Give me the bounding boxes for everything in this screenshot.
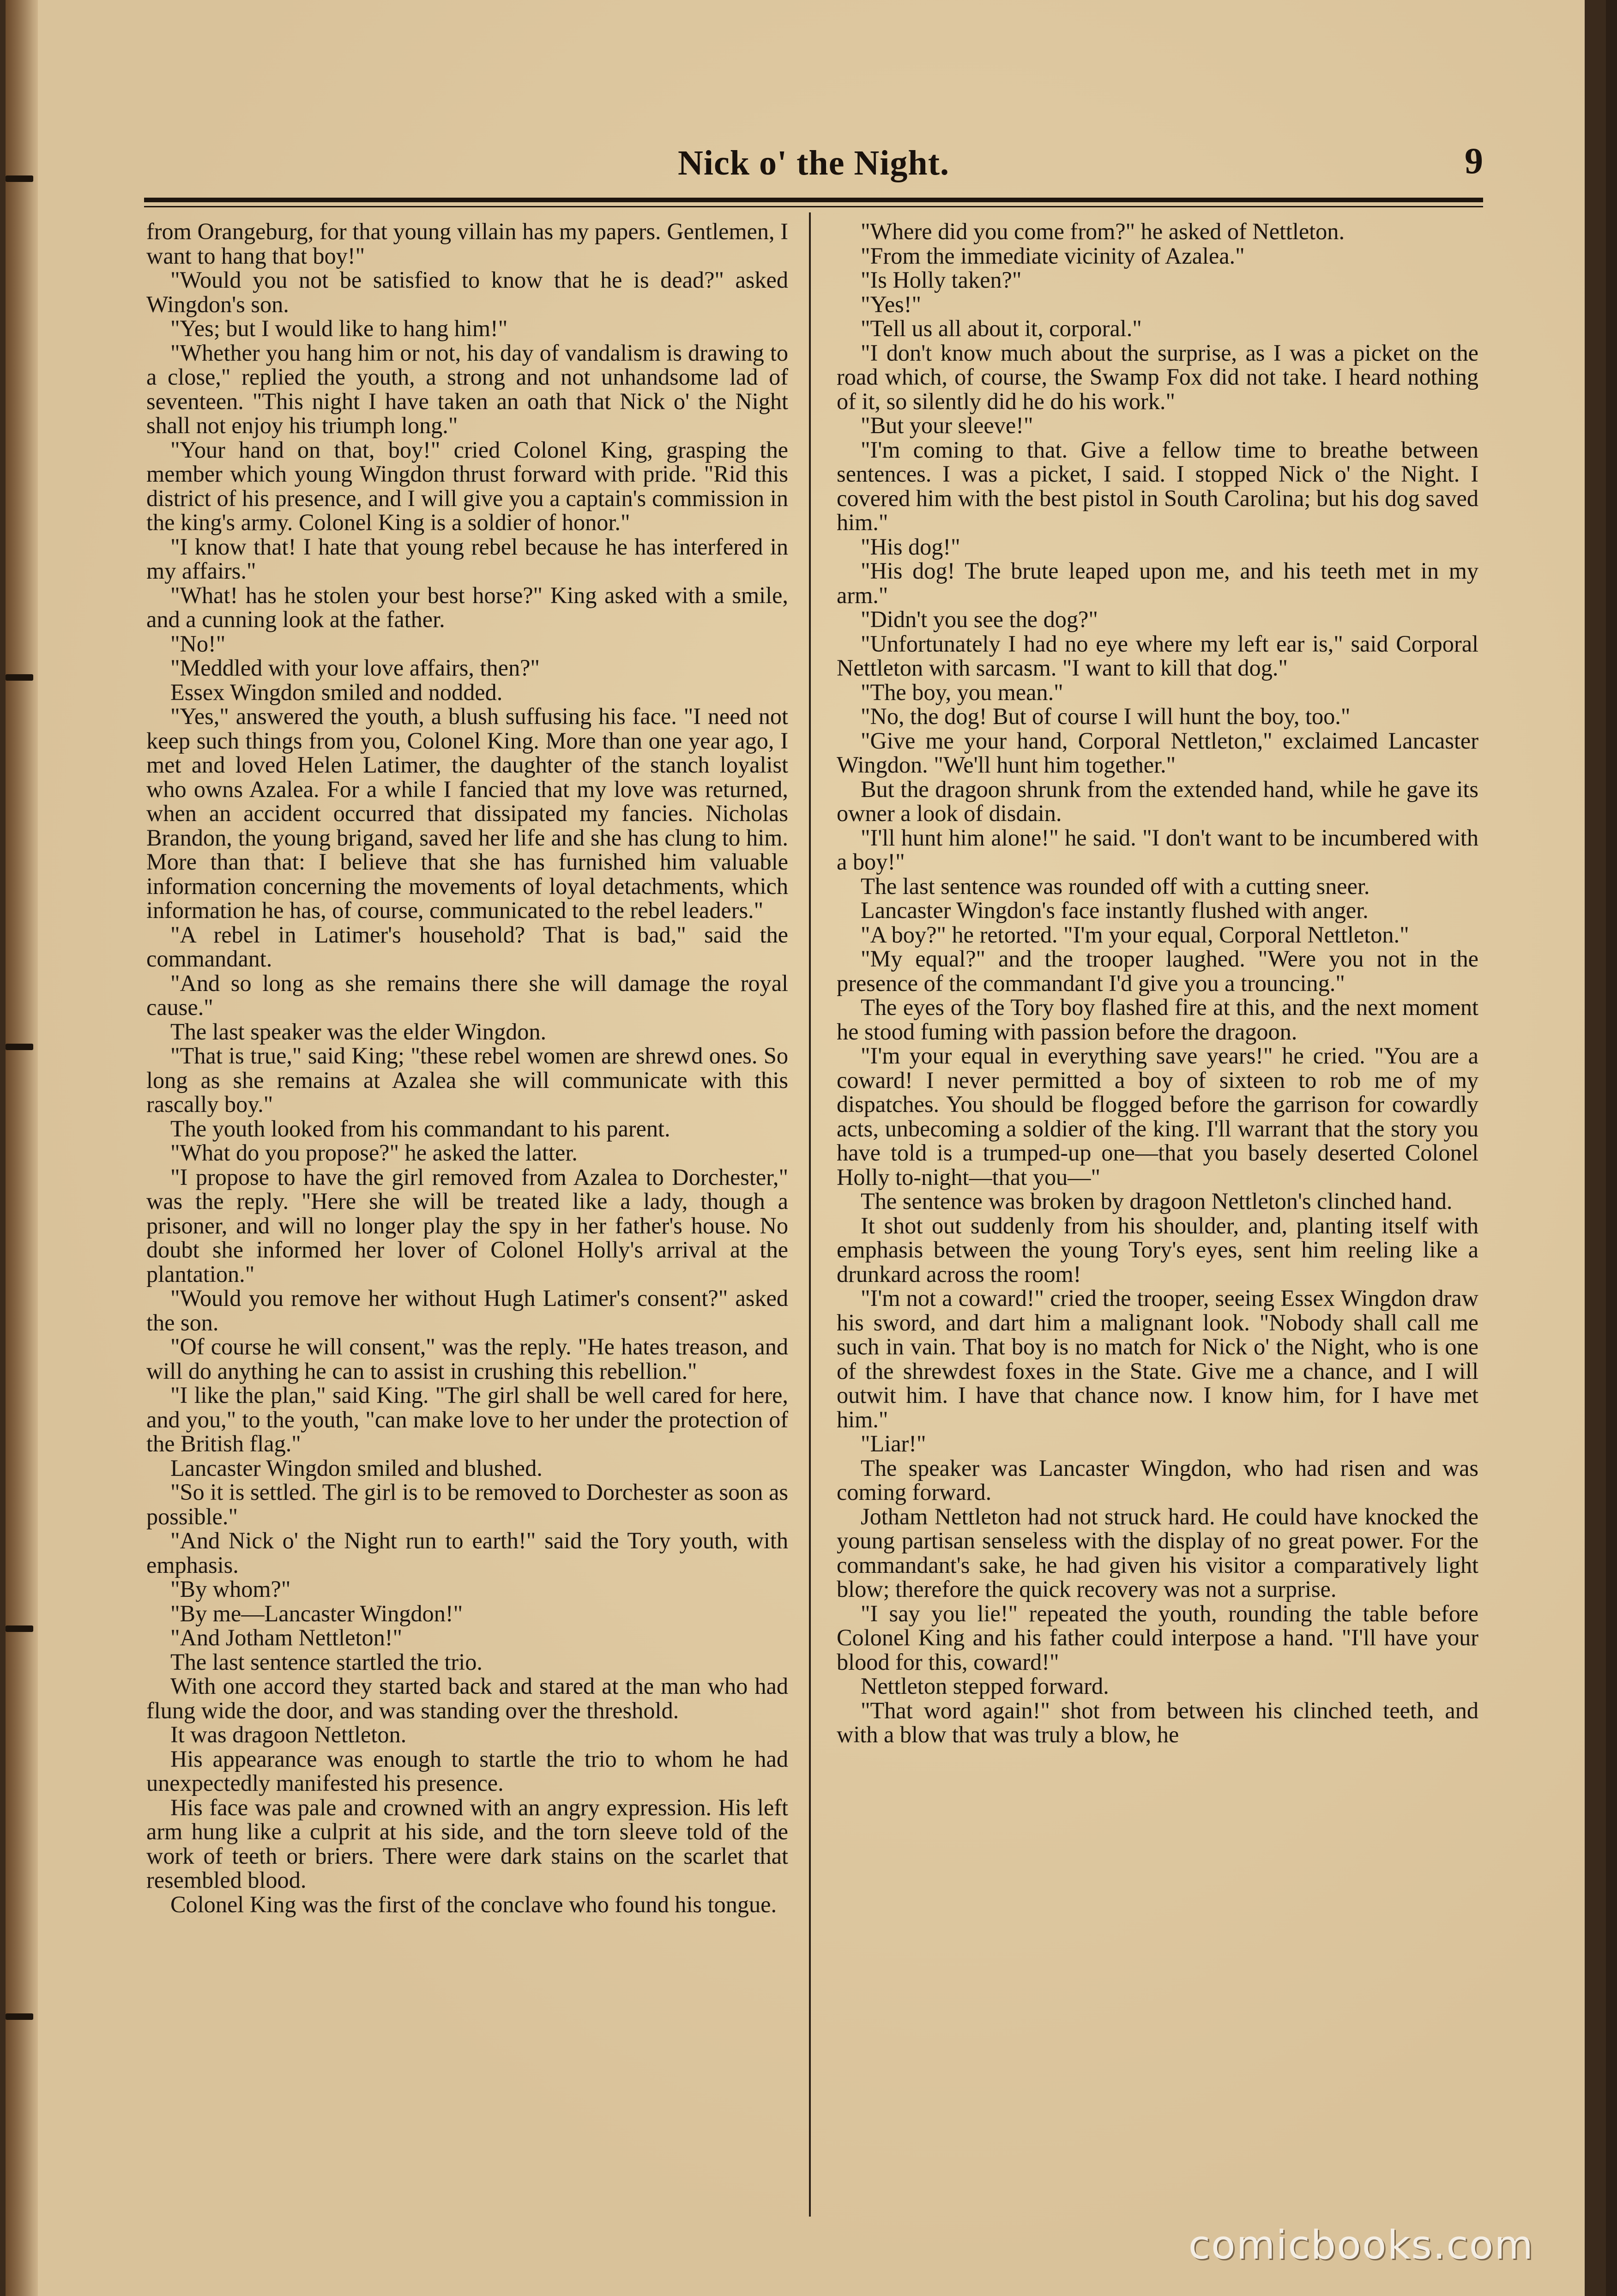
paragraph: The eyes of the Tory boy flashed fire at this, and the next moment he stood fuming with passion before the dragoon. — [837, 994, 1478, 1045]
paragraph: "By me—Lancaster Wingdon!" — [170, 1600, 463, 1626]
paragraph: "Would you remove her without Hugh Latimer's consent?" asked the son. — [146, 1285, 788, 1335]
paragraph: Jotham Nettleton had not struck hard. He could have knocked the young partisan senseless with the display of no great power. For the commandant's sake, he had given his visitor a comparatively light blow; therefore the quick recovery was not a surprise. — [837, 1503, 1478, 1602]
paragraph: The sentence was broken by dragoon Nettleton's clinched hand. — [861, 1188, 1453, 1214]
paragraph: But the dragoon shrunk from the extended hand, while he gave its owner a look of disdain. — [837, 776, 1478, 826]
paragraph: Lancaster Wingdon's face instantly flushed with anger. — [861, 897, 1369, 923]
column-divider — [809, 212, 811, 2217]
paragraph: The youth looked from his commandant to his parent. — [170, 1115, 670, 1142]
paragraph: "Is Holly taken?" — [861, 267, 1022, 293]
paragraph: "Yes!" — [861, 291, 921, 317]
header-rule-thin — [144, 206, 1483, 207]
paragraph: "No!" — [170, 630, 226, 657]
paragraph: The speaker was Lancaster Wingdon, who had risen and was coming forward. — [837, 1455, 1478, 1505]
page-edge-shadow — [1606, 0, 1617, 2296]
paragraph: "I'm not a coward!" cried the trooper, seeing Essex Wingdon draw his sword, and dart him a malignant look. "Nobody shall call me such in vain. That boy is no match for Nick o' the Night, who is one of the shrewdest foxes in the State. Give me a chance, and I will outwit him. I have that chance now. I know him, for I have met him." — [837, 1285, 1478, 1432]
paragraph: "I say you lie!" repeated the youth, rounding the table before Colonel King and his father could interpose a hand. "I'll have your blood for this, coward!" — [837, 1600, 1478, 1675]
paragraph: "Yes," answered the youth, a blush suffusing his face. "I need not keep such things from you, Colonel King. More than one year ago, I met and loved Helen Latimer, the daughter of the stanch loyalist who owns Azalea. For a while I fancied that my love was returned, when an accident occurred that dissipated my fancies. Nicholas Brandon, the young brigand, saved her life and she has clung to him. More than that: I believe that she has furnished him valuable information concerning the movements of loyal detachments, which information he has, of course, communicated to the rebel leaders." — [146, 703, 788, 923]
running-header — [144, 134, 1483, 199]
paragraph: "From the immediate vicinity of Azalea." — [861, 242, 1245, 269]
paragraph: "I'll hunt him alone!" he said. "I don't want to be incumbered with a boy!" — [837, 824, 1478, 875]
paragraph: "I know that! I hate that young rebel because he has interfered in my affairs." — [146, 533, 788, 584]
paragraph: "A boy?" he retorted. "I'm your equal, Corporal Nettleton." — [861, 921, 1409, 948]
paragraph: "And Jotham Nettleton!" — [170, 1625, 403, 1650]
paragraph: "By whom?" — [170, 1576, 291, 1602]
paragraph: "A rebel in Latimer's household? That is bad," said the commandant. — [146, 921, 788, 972]
paragraph: "I'm your equal in everything save years!" he cried. "You are a coward! I never permitted a boy of sixteen to rob me of my dispatches. You should be flogged before the garrison for cowardly acts, unbecoming a soldier of the king. I'll warrant that the story you have told is a trumped-up one—that you basely deserted Colonel Holly to-night—that you—" — [837, 1043, 1478, 1190]
paragraph: His appearance was enough to startle the trio to whom he had unexpectedly manifested his presence. — [146, 1746, 788, 1796]
paragraph: "The boy, you mean." — [861, 679, 1063, 705]
paragraph: The last sentence startled the trio. — [170, 1649, 483, 1675]
right-text-column — [837, 219, 1478, 1747]
paragraph: "I propose to have the girl removed from Azalea to Dorchester," was the reply. "Here she will be treated like a lady, though a prisoner, and will no longer play the spy in her father's house. No doubt she informed her lover of Colonel Holly's arrival at the plantation." — [146, 1164, 788, 1287]
paragraph: "No, the dog! But of course I will hunt the boy, too." — [861, 703, 1351, 729]
paragraph: "So it is settled. The girl is to be removed to Dorchester as soon as possible." — [146, 1479, 788, 1529]
paragraph: "But your sleeve!" — [861, 412, 1033, 438]
paragraph: It shot out suddenly from his shoulder, and, planting itself with emphasis between the young Tory's eyes, sent him reeling like a drunkard across the room! — [837, 1212, 1478, 1287]
paragraph: "Would you not be satisfied to know that he is dead?" asked Wingdon's son. — [146, 267, 788, 317]
paragraph: "Give me your hand, Corporal Nettleton," exclaimed Lancaster Wingdon. "We'll hunt him together." — [837, 727, 1478, 778]
binding-stitch — [6, 1625, 33, 1632]
paragraph: "His dog! The brute leaped upon me, and his teeth met in my arm." — [837, 558, 1478, 608]
paragraph: It was dragoon Nettleton. — [170, 1722, 407, 1747]
paragraph: Colonel King was the first of the conclave who found his tongue. — [170, 1891, 777, 1917]
paragraph: Nettleton stepped forward. — [861, 1673, 1109, 1699]
paragraph: "I don't know much about the surprise, as I was a picket on the road which, of course, the Swamp Fox did not take. I heard nothing of it, so silently did he do his work." — [837, 339, 1478, 414]
page-title: Nick o' the Night. — [678, 144, 949, 182]
binding-stitch — [6, 175, 33, 182]
paragraph: "That word again!" shot from between his clinched teeth, and with a blow that was truly a blow, he — [837, 1697, 1478, 1747]
paragraph: "Your hand on that, boy!" cried Colonel King, grasping the member which young Wingdon thrust forward with pride. "Rid this district of his presence, and I will give you a captain's commission in the king's army. Colonel King is a soldier of honor." — [146, 436, 788, 535]
site-watermark: comicbooks.com — [1188, 2222, 1534, 2268]
paragraph: With one accord they started back and stared at the man who had flung wide the door, and was standing over the threshold. — [146, 1673, 788, 1723]
paragraph: "Yes; but I would like to hang him!" — [170, 315, 508, 341]
paragraph: "Meddled with your love affairs, then?" — [170, 655, 540, 681]
paragraph: Essex Wingdon smiled and nodded. — [170, 679, 503, 705]
paragraph: "Where did you come from?" he asked of Nettleton. — [861, 218, 1345, 244]
paragraph: The last speaker was the elder Wingdon. — [170, 1018, 547, 1045]
paragraph: "What do you propose?" he asked the latter. — [170, 1140, 578, 1166]
paragraph: His face was pale and crowned with an angry expression. His left arm hung like a culprit at his side, and the torn sleeve told of the work of teeth or briers. There were dark stains on the scarlet that resembled blood. — [146, 1794, 788, 1893]
paragraph: "That is true," said King; "these rebel women are shrewd ones. So long as she remains at Azalea she will communicate with this rascally boy." — [146, 1043, 788, 1117]
paragraph: "My equal?" and the trooper laughed. "Were you not in the presence of the commandant I'd give you a trouncing." — [837, 946, 1478, 996]
left-text-column — [146, 219, 788, 1916]
paragraph: "Didn't you see the dog?" — [861, 606, 1098, 632]
binding-edge — [6, 0, 38, 2296]
paragraph: "Of course he will consent," was the reply. "He hates treason, and will do anything he can to assist in crushing this rebellion." — [146, 1334, 788, 1384]
paragraph: "Whether you hang him or not, his day of vandalism is drawing to a close," replied the youth, a strong and not unhandsome lad of seventeen. "This night I have taken an oath that Nick o' the Night shall not enjoy his triumph long." — [146, 339, 788, 438]
paragraph: Lancaster Wingdon smiled and blushed. — [170, 1455, 543, 1481]
binding-stitch — [6, 1044, 33, 1050]
paragraph: "Liar!" — [861, 1431, 926, 1456]
paragraph: "I'm coming to that. Give a fellow time to breathe between sentences. I was a picket, I said. I stopped Nick o' the Night. I covered him with the best pistol in South Carolina; but his dog saved him." — [837, 436, 1478, 535]
paragraph: "And so long as she remains there she will damage the royal cause." — [146, 970, 788, 1020]
paragraph: "Tell us all about it, corporal." — [861, 315, 1142, 341]
header-rule — [144, 198, 1483, 202]
paragraph: "Unfortunately I had no eye where my left ear is," said Corporal Nettleton with sarcasm. "I want to kill that dog." — [837, 630, 1478, 681]
paragraph: from Orangeburg, for that young villain has my papers. Gentlemen, I want to hang that boy!" — [146, 218, 788, 269]
paragraph: "I like the plan," said King. "The girl shall be well cared for here, and you," to the youth, "can make love to her under the protection of the British flag." — [146, 1382, 788, 1456]
paragraph: "His dog!" — [861, 533, 960, 560]
paragraph: The last sentence was rounded off with a cutting sneer. — [861, 873, 1370, 899]
paragraph: "What! has he stolen your best horse?" King asked with a smile, and a cunning look at the father. — [146, 582, 788, 632]
binding-stitch — [6, 2013, 33, 2020]
binding-stitch — [6, 674, 33, 681]
page-number: 9 — [1465, 141, 1483, 181]
paragraph: "And Nick o' the Night run to earth!" said the Tory youth, with emphasis. — [146, 1528, 788, 1578]
magazine-page — [6, 0, 1585, 2296]
